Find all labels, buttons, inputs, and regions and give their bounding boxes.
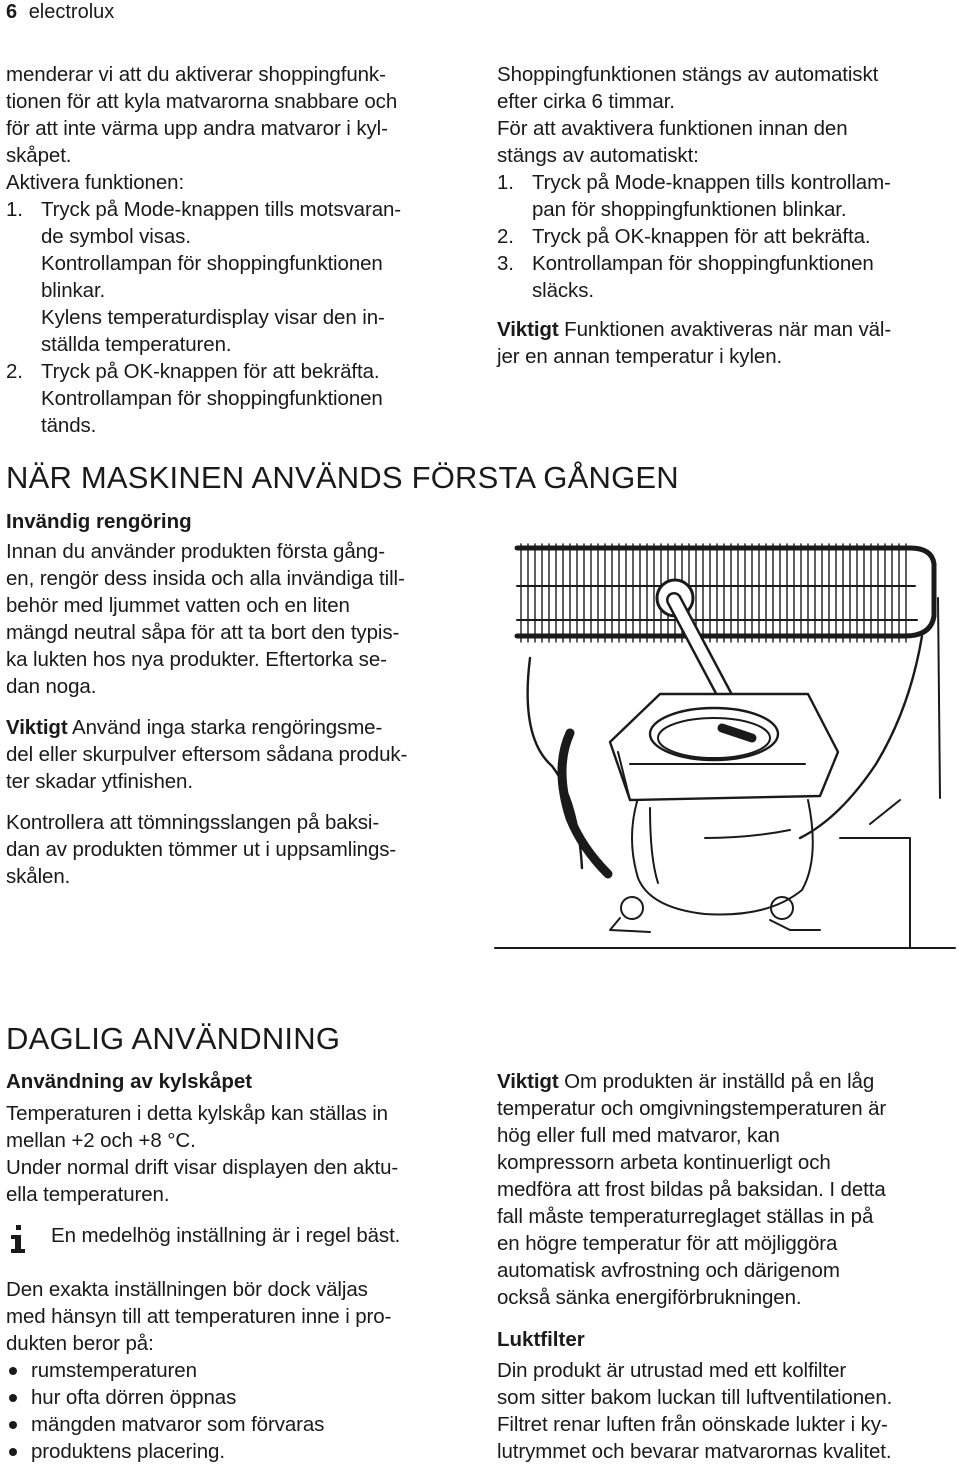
text-line: Kontrollampan för shoppingfunktionen	[532, 252, 874, 275]
subheading-fridge-use: Användning av kylskåpet	[6, 1070, 253, 1093]
cleaning-text	[6, 538, 476, 890]
text-line: Under normal drift visar displayen den aktu-	[6, 1156, 399, 1179]
text-line: Innan du använder produkten första gång-	[6, 540, 385, 563]
drain-hose-text	[6, 809, 476, 890]
text-line: Filtret renar luften från oönskade lukter i ky-	[497, 1413, 888, 1436]
text-line: pan för shoppingfunktionen blinkar.	[532, 198, 847, 221]
note-label: Viktigt	[6, 716, 68, 739]
text-line: fall måste temperaturreglaget ställas in på	[497, 1205, 874, 1228]
text-line: för att inte värma upp andra matvaror i kyl-	[6, 117, 388, 140]
step-number: 1.	[497, 171, 514, 194]
shopping-deactivation-text	[497, 61, 957, 370]
text-line: Om produkten är inställd på en låg	[558, 1070, 875, 1093]
text-line: Kontrollampan för shoppingfunktionen	[41, 387, 383, 410]
note-label: Viktigt	[497, 318, 559, 341]
section-title-daily-use: DAGLIG ANVÄNDNING	[6, 1021, 341, 1056]
text-line: dan noga.	[6, 675, 97, 698]
text-line: kompressorn arbeta kontinuerligt och	[497, 1151, 831, 1174]
text-line: automatisk avfrostning och därigenom	[497, 1259, 840, 1282]
text-line: Använd inga starka rengöringsme-	[67, 716, 383, 739]
text-line: Kylens temperaturdisplay visar den in-	[41, 306, 385, 329]
step-number: 2.	[497, 225, 514, 248]
text-line: blinkar.	[41, 279, 106, 302]
text-line: de symbol visas.	[41, 225, 191, 248]
text-line: lutrymmet och bevarar matvarornas kvalitet.	[497, 1440, 892, 1463]
text-line: temperatur och omgivningstemperaturen är	[497, 1097, 887, 1120]
odour-filter-text	[497, 1357, 957, 1465]
list-item: mängden matvaror som förvaras	[6, 1411, 476, 1438]
section-title-first-use: NÄR MASKINEN ANVÄNDS FÖRSTA GÅNGEN	[6, 460, 679, 495]
text-line: tionen för att kyla matvarorna snabbare och	[6, 90, 398, 113]
deactivation-step-2	[497, 223, 957, 250]
text-line: skåpet.	[6, 144, 72, 167]
text-line: dan av produkten tömmer ut i uppsamlings-	[6, 838, 397, 861]
text-line: Tryck på Mode-knappen tills motsvaran-	[41, 198, 402, 221]
text-line: Tryck på OK-knappen för att bekräfta.	[532, 225, 871, 248]
text-line: ka lukten hos nya produkter. Eftertorka se-	[6, 648, 387, 671]
text-line: hög eller full med matvaror, kan	[497, 1124, 780, 1147]
setting-factors-text	[6, 1276, 476, 1465]
deactivation-step-1	[497, 169, 957, 223]
list-item: produktens placering.	[6, 1438, 476, 1465]
text-line: också sänka energiförbrukningen.	[497, 1286, 802, 1309]
text-line: Kontrollampan för shoppingfunktionen	[41, 252, 383, 275]
text-line: menderar vi att du aktiverar shoppingfunk-	[6, 63, 386, 86]
text-line: efter cirka 6 timmar.	[497, 90, 675, 113]
text-line: Den exakta inställningen bör dock väljas	[6, 1278, 368, 1301]
text-line: ella temperaturen.	[6, 1183, 170, 1206]
text-line: medföra att frost bildas på baksidan. I detta	[497, 1178, 886, 1201]
text-line: jer en annan temperatur i kylen.	[497, 345, 783, 368]
text-line: släcks.	[532, 279, 594, 302]
text-line: Tryck på Mode-knappen tills kontrollam-	[532, 171, 891, 194]
deactivation-note	[497, 316, 957, 370]
activation-step-2	[6, 358, 466, 439]
low-temperature-note	[497, 1068, 957, 1311]
fridge-use-text	[6, 1100, 476, 1208]
step-number: 2.	[6, 360, 23, 383]
text-line: tänds.	[41, 414, 97, 437]
info-note	[6, 1222, 476, 1256]
info-text: En medelhög inställning är i regel bäst.	[51, 1224, 401, 1247]
list-item: hur ofta dörren öppnas	[6, 1384, 476, 1411]
text-line: Tryck på OK-knappen för att bekräfta.	[41, 360, 380, 383]
shopping-activation-text	[6, 61, 466, 439]
text-line: en högre temperatur för att möjliggöra	[497, 1232, 838, 1255]
text-line: del eller skurpulver eftersom sådana produk-	[6, 743, 408, 766]
text-line: ställda temperaturen.	[41, 333, 232, 356]
activation-step-1	[6, 196, 466, 358]
factors-list	[6, 1357, 476, 1465]
deactivation-step-3	[497, 250, 957, 304]
drain-hose-illustration	[490, 538, 958, 958]
note-label: Viktigt	[497, 1070, 559, 1093]
text-line: Funktionen avaktiveras när man väl-	[558, 318, 892, 341]
text-line: Temperaturen i detta kylskåp kan ställas in	[6, 1102, 388, 1125]
subheading-interior-cleaning: Invändig rengöring	[6, 510, 192, 533]
page-header	[6, 0, 114, 24]
cleaning-note	[6, 714, 476, 795]
text-line: mellan +2 och +8 °C.	[6, 1129, 196, 1152]
list-item: rumstemperaturen	[6, 1357, 476, 1384]
text-line: mängd neutral såpa för att ta bort den typis-	[6, 621, 400, 644]
text-line: Din produkt är utrustad med ett kolfilter	[497, 1359, 847, 1382]
text-line: Kontrollera att tömningsslangen på baksi-	[6, 811, 380, 834]
text-line: skålen.	[6, 865, 71, 888]
text-line: Shoppingfunktionen stängs av automatiskt	[497, 63, 879, 86]
info-icon	[6, 1224, 30, 1254]
step-number: 3.	[497, 252, 514, 275]
text-line: Aktivera funktionen:	[6, 171, 185, 194]
step-number: 1.	[6, 198, 23, 221]
text-line: stängs av automatiskt:	[497, 144, 699, 167]
text-line: behör med ljummet vatten och en liten	[6, 594, 350, 617]
text-line: dukten beror på:	[6, 1332, 154, 1355]
subheading-odour-filter: Luktfilter	[497, 1328, 585, 1351]
brand-name: electrolux	[28, 1, 115, 23]
text-line: med hänsyn till att temperaturen inne i pro-	[6, 1305, 392, 1328]
text-line: För att avaktivera funktionen innan den	[497, 117, 848, 140]
text-line: som sitter bakom luckan till luftventilationen.	[497, 1386, 893, 1409]
text-line: en, rengör dess insida och alla invändiga till-	[6, 567, 405, 590]
text-line: ter skadar ytfinishen.	[6, 770, 193, 793]
page-number: 6	[6, 1, 18, 23]
